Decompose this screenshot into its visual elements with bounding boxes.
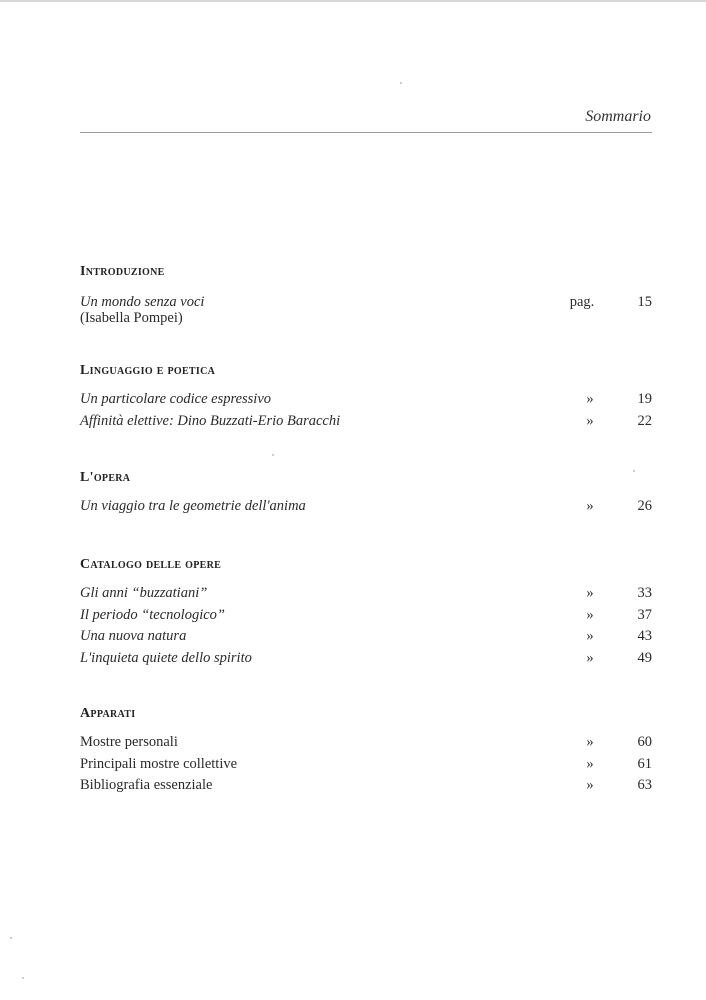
entry-page-number: 19 [637,391,652,407]
toc-entry[interactable] [80,650,652,672]
entry-title: Gli anni “buzzatiani” [80,585,208,601]
header-divider [80,132,652,133]
scan-speck [10,937,12,939]
entry-page-number: 33 [637,585,652,601]
entry-page-marker: » [586,498,594,514]
entry-page-number: 60 [637,734,652,750]
section-title: Introduzione [80,264,165,279]
entry-page-marker: » [586,755,594,772]
section-title: L'opera [80,470,131,485]
toc-section-linguaggio [80,363,652,434]
entry-title: Un particolare codice espressivo [80,391,272,407]
toc-entry[interactable] [80,734,652,756]
page-top-edge [0,0,706,2]
toc-entry[interactable] [80,607,652,629]
entry-title: Un viaggio tra le geometrie dell'anima [80,498,306,514]
entry-title: Mostre personali [80,734,178,750]
scan-speck [272,454,274,456]
section-title: Linguaggio e poetica [80,363,216,378]
toc-entry[interactable] [80,498,652,520]
scan-speck [400,82,402,84]
entry-page-number: 15 [637,294,652,310]
scan-speck [633,470,635,472]
section-title: Apparati [80,706,136,721]
entry-title: Affinità elettive: Dino Buzzati-Erio Baracchi [80,412,341,429]
entry-title: Bibliografia essenziale [80,777,213,793]
section-title: Catalogo delle opere [80,557,222,572]
entry-page-number: 37 [637,606,652,623]
entry-page-number: 63 [637,777,652,793]
entry-title: Un mondo senza voci [80,294,205,310]
entry-page-marker: » [586,412,594,429]
entry-page-marker: » [586,628,594,644]
toc-section-opera [80,470,652,520]
entry-page-number: 22 [637,412,652,429]
page-title: Sommario [585,108,651,125]
toc-section-introduzione [80,264,652,334]
toc-entry[interactable] [80,777,652,799]
entry-title: Principali mostre collettive [80,755,238,772]
toc-entry[interactable] [80,391,652,413]
scan-speck [22,977,24,979]
entry-page-marker: » [586,649,594,666]
toc-entry[interactable] [80,585,652,607]
entry-page-number: 26 [637,498,652,514]
toc-entry[interactable] [80,628,652,650]
entry-title: Il periodo “tecnologico” [80,606,225,623]
entry-page-marker: » [586,606,594,623]
entry-page-number: 43 [637,628,652,644]
entry-page-marker: pag. [569,294,595,310]
entry-title: L'inquieta quiete dello spirito [80,649,252,666]
entry-page-marker: » [586,585,594,601]
entry-page-marker: » [586,734,594,750]
entry-page-marker: » [586,777,594,793]
toc-entry[interactable] [80,294,652,334]
toc-entry[interactable] [80,413,652,435]
entry-title: Una nuova natura [80,628,187,644]
entry-page-number: 49 [637,649,652,666]
entry-page-number: 61 [637,755,652,772]
entry-author: (Isabella Pompei) [80,310,183,326]
entry-page-marker: » [586,391,594,407]
toc-section-catalogo [80,557,652,671]
toc-section-apparati [80,706,652,799]
toc-entry[interactable] [80,756,652,778]
